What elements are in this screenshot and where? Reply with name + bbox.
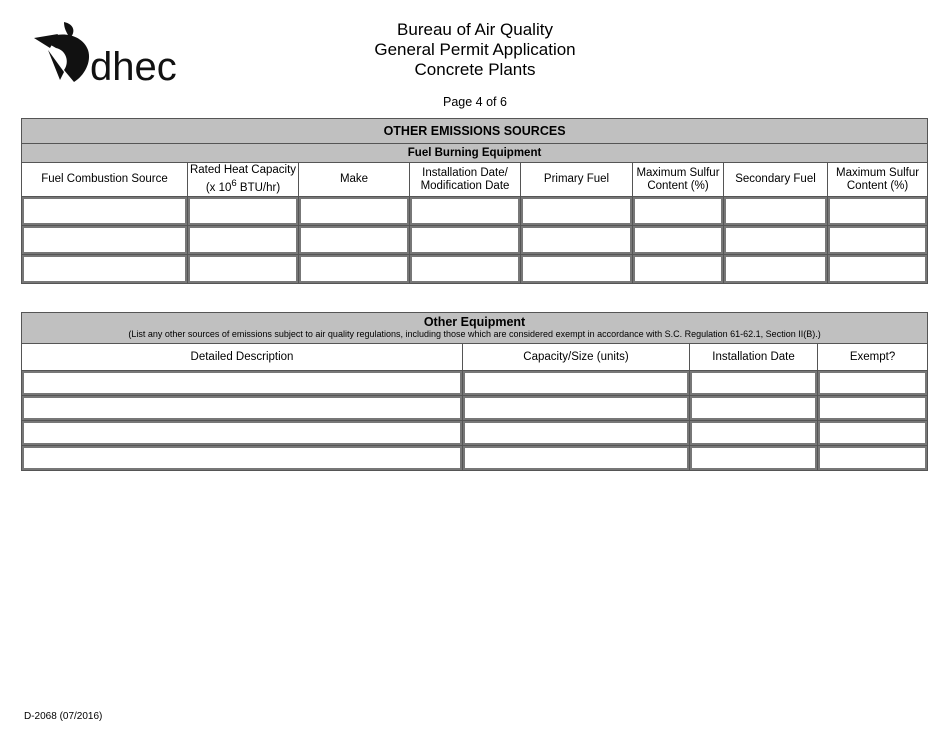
application-title: General Permit Application xyxy=(374,40,576,59)
col-exempt: Exempt? xyxy=(818,344,928,371)
installation-date-field[interactable] xyxy=(410,226,520,254)
capacity-field[interactable] xyxy=(463,371,689,395)
other-equipment-title: Other Equipment xyxy=(423,315,526,329)
dhec-logo-mark xyxy=(30,20,200,84)
table-row xyxy=(22,421,928,446)
capacity-field[interactable] xyxy=(463,421,689,445)
col-max-sulfur-secondary-line1: Maximum Sulfur xyxy=(836,166,920,179)
fuel-source-field[interactable] xyxy=(22,197,187,225)
col-rated-heat-capacity-exp: 6 xyxy=(231,178,237,190)
col-rated-heat-capacity xyxy=(188,163,299,197)
other-equipment-table xyxy=(21,312,928,471)
primary-sulfur-field[interactable] xyxy=(633,226,723,254)
dhec-logo xyxy=(30,20,200,84)
col-max-sulfur-secondary xyxy=(828,163,928,197)
installation-date-field[interactable] xyxy=(690,371,817,395)
col-installation-date-line2: Modification Date xyxy=(420,179,510,192)
plant-type-title: Concrete Plants xyxy=(414,60,536,79)
col-installation-date xyxy=(410,163,521,197)
table-row xyxy=(22,396,928,421)
table-row xyxy=(22,371,928,396)
installation-date-field[interactable] xyxy=(690,396,817,420)
col-secondary-fuel: Secondary Fuel xyxy=(724,163,828,197)
make-field[interactable] xyxy=(299,226,409,254)
section-title: OTHER EMISSIONS SOURCES xyxy=(22,119,928,144)
col-make: Make xyxy=(299,163,410,197)
page-number: Page 4 of 6 xyxy=(443,95,507,109)
bureau-title: Bureau of Air Quality xyxy=(397,20,553,39)
description-field[interactable] xyxy=(22,396,462,420)
table-row xyxy=(22,255,928,284)
form-id: D-2068 (07/2016) xyxy=(24,711,103,722)
col-max-sulfur-primary xyxy=(633,163,724,197)
col-rated-heat-capacity-unit: BTU/hr) xyxy=(236,181,281,194)
primary-fuel-field[interactable] xyxy=(521,197,632,225)
col-capacity-size: Capacity/Size (units) xyxy=(463,344,690,371)
capacity-field[interactable] xyxy=(463,446,689,470)
primary-sulfur-field[interactable] xyxy=(633,255,723,283)
heat-capacity-field[interactable] xyxy=(188,226,298,254)
exempt-field[interactable] xyxy=(818,396,927,420)
other-equipment-note: (List any other sources of emissions subject to air quality regulations, including those which are considered exempt in accordance with S.C. Regulation 61-62.1, Section II(B).) xyxy=(128,329,821,339)
table-row xyxy=(22,197,928,226)
heat-capacity-field[interactable] xyxy=(188,255,298,283)
table-row xyxy=(22,446,928,471)
secondary-sulfur-field[interactable] xyxy=(828,226,927,254)
col-detailed-description: Detailed Description xyxy=(22,344,463,371)
fuel-source-field[interactable] xyxy=(22,226,187,254)
description-field[interactable] xyxy=(22,421,462,445)
installation-date-field[interactable] xyxy=(690,446,817,470)
make-field[interactable] xyxy=(299,197,409,225)
subsection-title: Fuel Burning Equipment xyxy=(22,144,928,163)
exempt-field[interactable] xyxy=(818,446,927,470)
svg-text:dhec: dhec xyxy=(90,45,177,84)
capacity-field[interactable] xyxy=(463,396,689,420)
col-rated-heat-capacity-line1: Rated Heat Capacity xyxy=(189,164,297,177)
table-row xyxy=(22,226,928,255)
col-max-sulfur-primary-line2: Content (%) xyxy=(647,179,709,192)
secondary-fuel-field[interactable] xyxy=(724,226,827,254)
make-field[interactable] xyxy=(299,255,409,283)
exempt-field[interactable] xyxy=(818,371,927,395)
other-equipment-header xyxy=(22,313,928,344)
secondary-sulfur-field[interactable] xyxy=(828,197,927,225)
col-max-sulfur-primary-line1: Maximum Sulfur xyxy=(636,166,720,179)
installation-date-field[interactable] xyxy=(410,197,520,225)
heat-capacity-field[interactable] xyxy=(188,197,298,225)
installation-date-field[interactable] xyxy=(410,255,520,283)
col-fuel-combustion-source: Fuel Combustion Source xyxy=(22,163,188,197)
col-max-sulfur-secondary-line2: Content (%) xyxy=(846,179,909,192)
primary-fuel-field[interactable] xyxy=(521,226,632,254)
fuel-source-field[interactable] xyxy=(22,255,187,283)
primary-fuel-field[interactable] xyxy=(521,255,632,283)
column-header-row xyxy=(22,163,928,197)
col-primary-fuel: Primary Fuel xyxy=(521,163,633,197)
form-header xyxy=(300,20,650,80)
col-rated-heat-capacity-pre: (x 10 xyxy=(205,181,232,194)
secondary-fuel-field[interactable] xyxy=(724,197,827,225)
column-header-row xyxy=(22,344,928,371)
secondary-fuel-field[interactable] xyxy=(724,255,827,283)
exempt-field[interactable] xyxy=(818,421,927,445)
description-field[interactable] xyxy=(22,371,462,395)
fuel-burning-table xyxy=(21,118,928,284)
primary-sulfur-field[interactable] xyxy=(633,197,723,225)
col-installation-date-line1: Installation Date/ xyxy=(422,166,508,179)
description-field[interactable] xyxy=(22,446,462,470)
col-installation-date: Installation Date xyxy=(690,344,818,371)
installation-date-field[interactable] xyxy=(690,421,817,445)
secondary-sulfur-field[interactable] xyxy=(828,255,927,283)
